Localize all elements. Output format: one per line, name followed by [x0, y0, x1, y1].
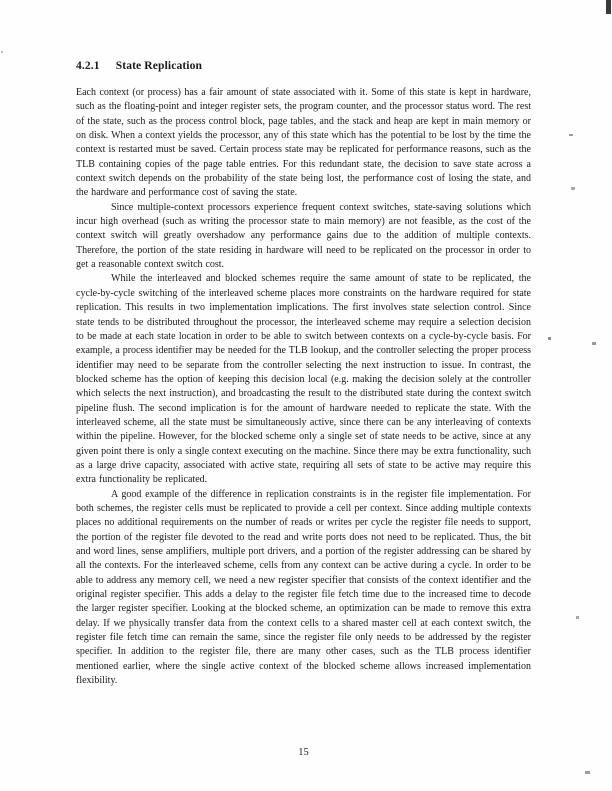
paragraph-1: Each context (or process) has a fair amount of state associated with it. Some of this state is kept in hardware, such as the floating-point and integer register sets, the program counter, and the processor status word. The rest of the state, such as the process control block, page tables, and the stack and heap are kept in main memory or on disk. When a context yields the processor, any of this state which has the potential to be lost by the time the context is restarted must be saved. Certain process state may be replicated for performance reasons, such as the TLB containing copies of the page table entries. For this redundant state, the decision to save state across a context switch depends on the probability of the state being lost, the performance cost of losing the state, and the hardware and performance cost of saving the state.	[76, 87, 531, 199]
section-heading	[76, 59, 202, 72]
scan-artifact-speck	[569, 134, 573, 136]
section-title: State Replication	[115, 59, 203, 72]
scan-artifact-corner-mark	[606, 0, 611, 14]
scan-artifact-speck	[585, 771, 590, 774]
paragraph-4: A good example of the difference in replication constraints is in the register file implementation. For both schemes, the register cells must be replicated to provide a cell per context. Since adding multiple contexts places no additional requirements on the number of reads or writes per cycle the register file needs to support, the portion of the register file devoted to the read and write ports does not need to be replicated. Thus, the bit and word lines, sense amplifiers, multiple port drivers, and a portion of the register addressing can be shared by all the contexts. For the interleaved scheme, cells from any context can be active during a cycle. In order to be able to address any memory cell, we need a new register specifier that consists of the context identifier and the original register specifier. This adds a delay to the register file fetch time due to the increased time to decode the larger register specifier. Looking at the blocked scheme, an optimization can be made to remove this extra delay. If we physically transfer data from the context cells to a shared master cell at each context switch, the register file fetch time can remain the same, since the register file only needs to be addressed by the register specifier. In addition to the register file, there are many other cases, such as the TLB process identifier mentioned earlier, where the single active context of the blocked scheme allows increased implementation flexibility.	[76, 488, 531, 687]
scan-artifact-speck	[592, 342, 596, 345]
body-text	[76, 86, 531, 742]
scan-artifact-speck	[548, 337, 551, 340]
scan-artifact-speck	[576, 616, 579, 619]
page-number: 15	[298, 747, 309, 758]
section-number: 4.2.1	[76, 59, 100, 72]
paragraph-2: Since multiple-context processors experience frequent context switches, state-saving solutions which incur high overhead (such as writing the processor state to main memory) are not feasible, as the cost of the context switch will greatly overshadow any performance gains due to the addition of multiple contexts. Therefore, the portion of the state residing in hardware will need to be replicated on the processor in order to get a reasonable context switch cost.	[76, 201, 531, 271]
scan-artifact-speck	[571, 187, 575, 190]
paragraph-3: While the interleaved and blocked schemes require the same amount of state to be replicated, the cycle-by-cycle switching of the interleaved scheme places more constraints on the hardware required for state replication. This results in two implementation implications. The first involves state selection control. Since state tends to be distributed throughout the processor, the interleaved scheme may require a selection decision to be made at each state location in order to be able to switch between contexts on a cycle-by-cycle basis. For example, a process identifier may be needed for the TLB lookup, and the controller selecting the proper process identifier may need to be separate from the controller selecting the next instruction to issue. In contrast, the blocked scheme has the option of keeping this decision local (e.g. making the decision solely at the controller which selects the next instruction), and broadcasting the result to the distributed state during the context switch pipeline flush. The second implication is for the amount of hardware needed to replicate the state. With the interleaved scheme, all the state must be simultaneously active, since there can be any interleaving of contexts within the pipeline. However, for the blocked scheme only a single set of state needs to be active, since at any given point there is only a single context executing on the machine. Since there may be extra functionality, such as a large drive capacity, associated with active state, requiring all sets of state to be active may require this extra functionality be replicated.	[76, 273, 531, 486]
scan-artifact-speck	[1, 51, 3, 53]
